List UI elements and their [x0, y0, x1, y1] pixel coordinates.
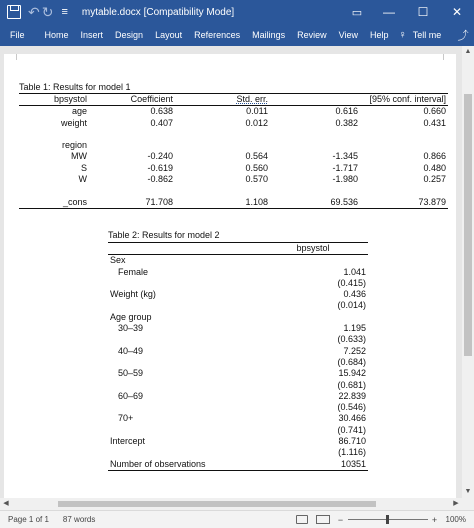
table-row [108, 255, 368, 267]
table-cell: 22.839 [338, 390, 366, 401]
table-row [108, 447, 368, 458]
table-row [108, 289, 368, 300]
table-row [19, 106, 448, 118]
table-1-caption: Table 1: Results for model 1 [19, 82, 131, 92]
tell-me-search[interactable] [395, 29, 442, 41]
table-cell: 69.536 [270, 197, 360, 209]
table-cell [360, 129, 448, 140]
menu-mailings[interactable]: Mailings [252, 30, 286, 40]
header-std-err: Std. err. [175, 94, 270, 106]
row-label: Sex [110, 255, 126, 266]
table-2-caption: Table 2: Results for model 2 [108, 230, 220, 240]
table-row [108, 402, 368, 413]
table-cell [89, 185, 175, 196]
table-cell: -1.717 [332, 162, 358, 173]
zoom-level[interactable]: 100% [445, 515, 466, 524]
table-row [108, 312, 368, 323]
table-cell: 86.710 [338, 436, 366, 447]
table-cell: 0.570 [245, 174, 268, 185]
table-row [108, 391, 368, 402]
table-cell: -1.980 [332, 174, 358, 185]
table-row [108, 436, 368, 447]
zoom-in-button[interactable]: + [431, 514, 438, 525]
row-label: S [80, 162, 87, 173]
table-cell: 0.866 [423, 151, 446, 162]
row-label: age [71, 106, 87, 117]
table-cell: (0.633) [337, 334, 366, 345]
table-cell: 1.108 [175, 197, 270, 209]
table-2[interactable] [108, 230, 368, 471]
minimize-button[interactable]: — [383, 5, 395, 19]
menu-view[interactable]: View [338, 30, 359, 40]
table-row [19, 129, 448, 140]
table-cell: 1.195 [343, 323, 366, 334]
table-cell [360, 140, 448, 151]
table-row [108, 459, 368, 471]
table-cell: 0.011 [246, 106, 268, 117]
table-cell: (0.014) [337, 300, 366, 311]
row-label: W [78, 174, 87, 185]
table-cell: 0.560 [245, 162, 268, 173]
table-cell [175, 140, 270, 151]
table-cell: 7.252 [343, 345, 366, 356]
print-layout-icon[interactable] [316, 515, 330, 524]
row-label [108, 425, 258, 436]
table-row [108, 346, 368, 357]
table-cell: 71.708 [89, 197, 175, 209]
row-label: Weight (kg) [110, 289, 156, 300]
zoom-slider-knob[interactable] [386, 515, 389, 524]
table-cell [270, 185, 360, 196]
save-button[interactable] [0, 0, 24, 24]
table-cell: -1.345 [332, 151, 358, 162]
undo-icon[interactable]: ↶ [28, 3, 40, 20]
table-row [108, 413, 368, 424]
table-cell [175, 129, 270, 140]
row-label: 70+ [118, 413, 134, 424]
row-label [108, 357, 258, 368]
table-cell: -0.619 [147, 162, 173, 173]
scroll-left-icon[interactable]: ◀ [3, 500, 9, 507]
vertical-scrollbar[interactable] [462, 46, 474, 498]
close-button[interactable]: ✕ [451, 5, 463, 19]
redo-icon[interactable]: ↻ [41, 3, 54, 20]
lightbulb-icon: ♀ [398, 29, 407, 41]
share-icon[interactable]: ⤴ [457, 30, 469, 42]
menu-insert[interactable]: Insert [80, 30, 104, 40]
table-row [19, 163, 448, 174]
status-bar [0, 510, 474, 528]
table-cell: 15.942 [338, 368, 366, 379]
margin-mark-left [16, 54, 17, 60]
row-label [108, 300, 258, 311]
table-1-header-row [19, 94, 448, 106]
margin-mark-right [443, 54, 444, 60]
table-row [108, 278, 368, 289]
table-cell [258, 312, 368, 323]
table-row [108, 368, 368, 379]
header-blank [108, 243, 258, 255]
table-cell: 0.480 [423, 162, 446, 173]
table-row [19, 140, 448, 151]
table-row [19, 185, 448, 196]
header-bpsystol: bpsystol [258, 243, 368, 255]
horizontal-scrollbar[interactable] [0, 498, 462, 510]
document-area[interactable] [0, 46, 462, 498]
row-label [19, 129, 89, 140]
table-cell: 73.879 [360, 197, 448, 209]
document-page[interactable] [4, 54, 456, 498]
scroll-down-icon[interactable]: ▼ [464, 488, 472, 495]
table-cell: 1.041 [343, 266, 366, 277]
table-row [108, 323, 368, 334]
page-count[interactable]: Page 1 of 1 [8, 515, 49, 524]
table-cell [89, 129, 175, 140]
table-cell: (0.684) [337, 356, 366, 367]
row-label: 40–49 [118, 345, 144, 356]
table-cell [175, 185, 270, 196]
table-cell: 0.431 [423, 117, 446, 128]
row-label: Number of observations [108, 459, 258, 471]
table-cell: 0.564 [245, 151, 268, 162]
menu-design[interactable]: Design [115, 30, 144, 40]
menu-bar [0, 24, 474, 46]
table-cell: (0.415) [337, 277, 366, 288]
table-row [19, 118, 448, 129]
table-cell: 30.466 [338, 413, 366, 424]
table-cell: 10351 [258, 459, 368, 471]
row-label [108, 447, 258, 458]
menu-references[interactable]: References [194, 30, 241, 40]
table-row [108, 425, 368, 436]
row-label: 50–59 [118, 368, 144, 379]
row-label: Intercept [110, 436, 146, 447]
row-label [108, 278, 258, 289]
maximize-button[interactable]: ☐ [417, 5, 429, 19]
table-cell: (0.546) [337, 402, 366, 413]
header-coefficient: Coefficient [89, 94, 175, 106]
tell-me-label: Tell me [412, 30, 442, 40]
table-cell: 0.382 [335, 117, 358, 128]
header-conf-interval: [95% conf. interval] [270, 94, 448, 106]
focus-mode-icon[interactable] [296, 515, 308, 524]
table-2-header-row [108, 243, 368, 255]
table-cell: 0.660 [423, 106, 446, 117]
menu-file[interactable]: File [10, 30, 25, 40]
scroll-right-icon[interactable]: ▶ [453, 500, 459, 507]
header-dependent-var: bpsystol [19, 94, 89, 106]
table-row [19, 151, 448, 162]
table-cell: (0.681) [337, 379, 366, 390]
row-label [108, 334, 258, 345]
customize-toolbar-icon[interactable]: ≡ [61, 6, 68, 18]
menu-review[interactable]: Review [297, 30, 327, 40]
scroll-up-icon[interactable]: ▲ [464, 48, 472, 55]
zoom-out-button[interactable]: − [337, 514, 344, 525]
table-cell [270, 129, 360, 140]
table-cell [360, 185, 448, 196]
row-label [108, 380, 258, 391]
menu-home[interactable]: Home [44, 30, 69, 40]
table-cell: 0.436 [343, 289, 366, 300]
table-row [108, 380, 368, 391]
table-cell: (0.741) [337, 424, 366, 435]
vertical-scroll-thumb[interactable] [464, 94, 472, 356]
ribbon-display-icon[interactable]: ▭ [351, 6, 363, 19]
row-label [19, 185, 89, 196]
row-label: MW [71, 151, 87, 162]
table-cell: (1.116) [338, 447, 366, 458]
document-title: mytable.docx [Compatibility Mode] [81, 6, 235, 18]
row-label: Female [118, 266, 149, 277]
table-cell: 0.638 [150, 106, 173, 117]
row-label: weight [60, 117, 87, 128]
word-count[interactable]: 87 words [62, 515, 96, 524]
table-cell: 0.012 [245, 117, 268, 128]
menu-layout[interactable]: Layout [155, 30, 183, 40]
table-cell [89, 140, 175, 151]
table-row [19, 174, 448, 185]
row-label: 60–69 [118, 390, 144, 401]
row-label: Age group [110, 311, 152, 322]
table-cell: -0.240 [147, 151, 173, 162]
table-row [108, 334, 368, 345]
table-row [108, 300, 368, 311]
scroll-corner [462, 498, 474, 510]
row-label: 30–39 [118, 323, 144, 334]
table-cell [270, 140, 360, 151]
table-cell [258, 255, 368, 267]
table-row [19, 197, 448, 209]
table-row [108, 357, 368, 368]
menu-help[interactable]: Help [370, 30, 389, 40]
table-cell: 0.257 [423, 174, 446, 185]
row-label [108, 402, 258, 413]
table-cell: 0.407 [150, 117, 173, 128]
table-cell: 0.616 [335, 106, 358, 117]
title-bar [0, 0, 474, 24]
save-icon [7, 5, 21, 19]
horizontal-scroll-thumb[interactable] [58, 501, 376, 507]
table-row [108, 267, 368, 278]
table-cell: -0.862 [147, 174, 173, 185]
zoom-slider[interactable] [348, 519, 428, 520]
row-label: region [61, 140, 87, 151]
table-1[interactable] [19, 82, 448, 209]
row-label: _cons [19, 197, 89, 209]
